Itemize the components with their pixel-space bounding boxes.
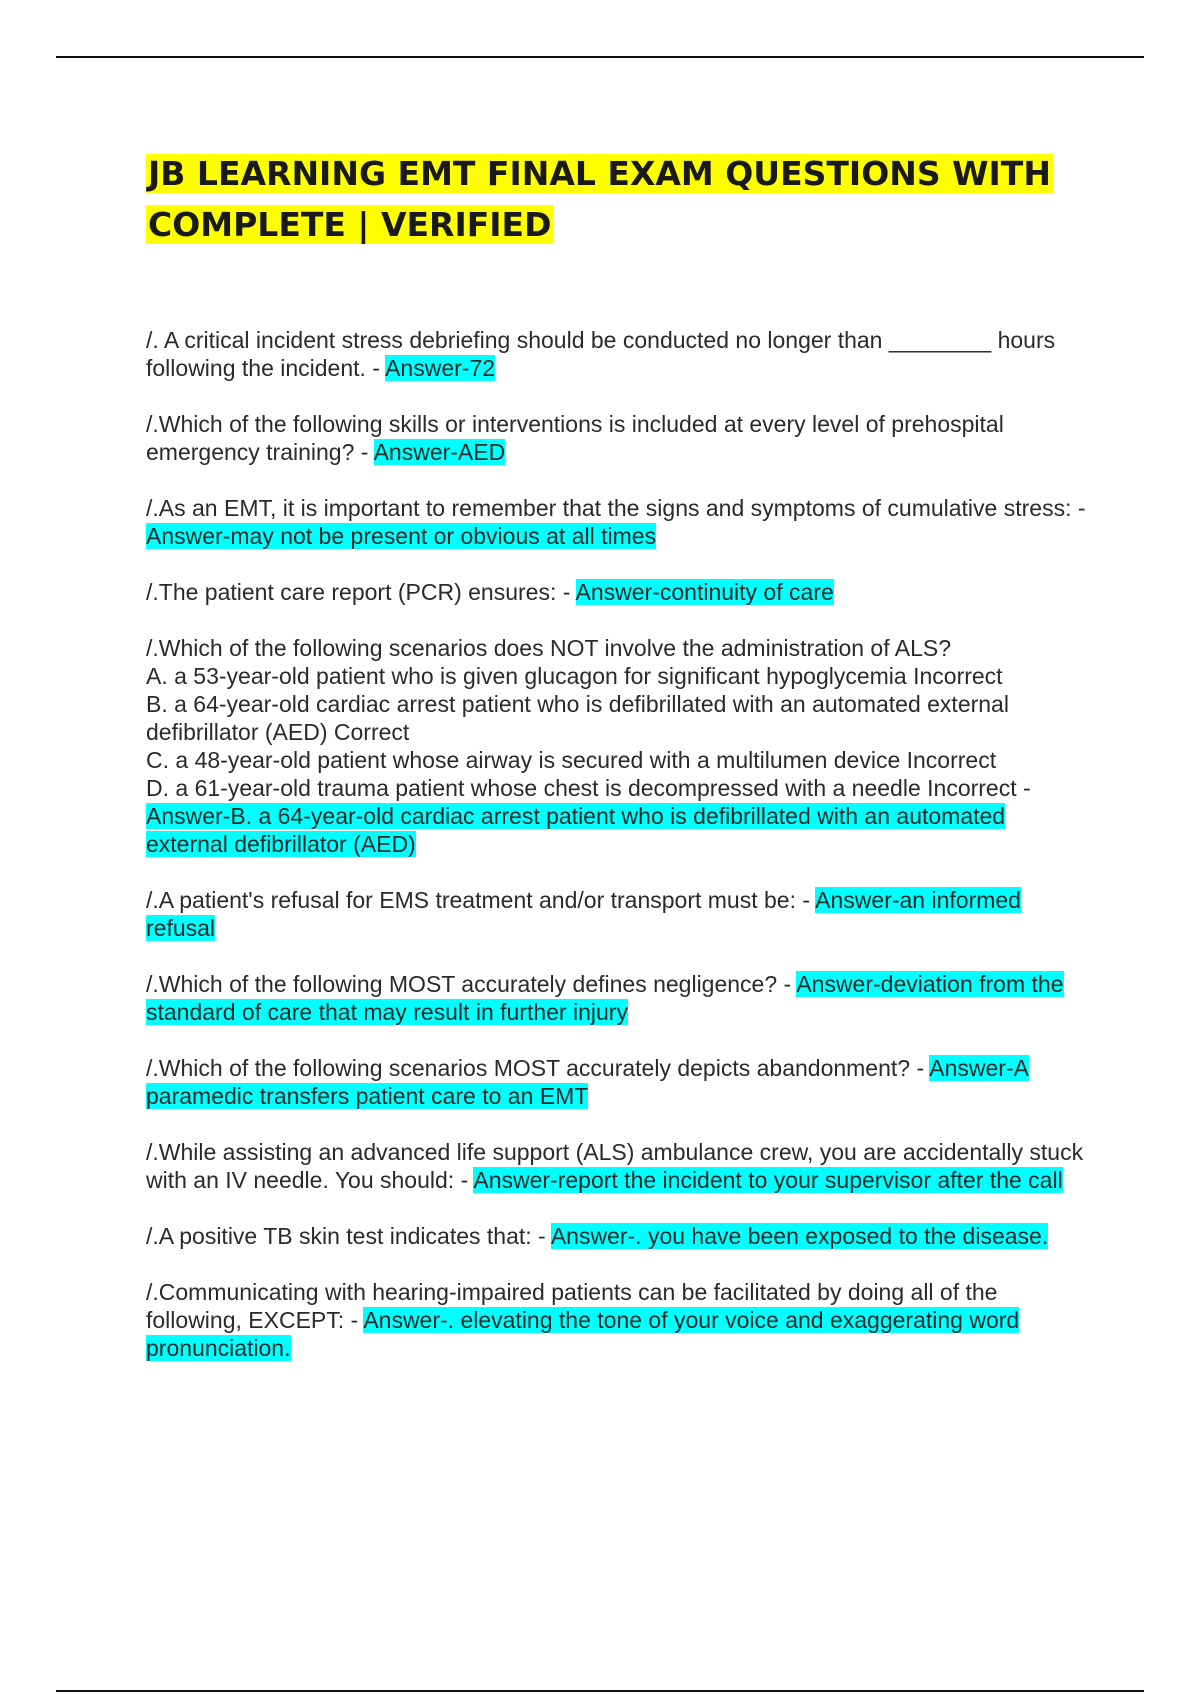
qa-item-3 — [146, 494, 1086, 550]
qa-item-2 — [146, 410, 1086, 466]
question-text: /.The patient care report (PCR) ensures: - — [146, 579, 576, 605]
qa-item-9 — [146, 1138, 1086, 1194]
question-text: /.Which of the following skills or interventions is included at every level of prehospital emergency training? - — [146, 411, 1004, 465]
question-text: /.As an EMT, it is important to remember that the signs and symptoms of cumulative stress: - — [146, 495, 1086, 521]
answer-text: Answer-an informed refusal — [146, 887, 1021, 941]
document-title-text: JB LEARNING EMT FINAL EXAM QUESTIONS WITH COMPLETE | VERIFIED — [148, 154, 1051, 244]
qa-item-4 — [146, 578, 1086, 606]
question-text: /.While assisting an advanced life support (ALS) ambulance crew, you are accidentally stuck with an IV needle. You should: - — [146, 1139, 1084, 1193]
answer-text: Answer-A paramedic transfers patient care to an EMT — [146, 1055, 1029, 1109]
answer-text: Answer-report the incident to your supervisor after the call — [473, 1167, 1063, 1193]
question-text: /. A critical incident stress debriefing should be conducted no longer than ________ hours following the incident. - — [146, 327, 1056, 381]
qa-item-8 — [146, 1054, 1086, 1110]
question-text: /.A positive TB skin test indicates that: - — [146, 1223, 551, 1249]
qa-item-11 — [146, 1278, 1086, 1362]
answer-text: Answer-deviation from the standard of care that may result in further injury — [146, 971, 1064, 1025]
answer-text: Answer-. elevating the tone of your voice and exaggerating word pronunciation. — [146, 1307, 1020, 1361]
question-text: /.A patient's refusal for EMS treatment and/or transport must be: - — [146, 887, 816, 913]
question-text: /.Which of the following MOST accurately defines negligence? - — [146, 971, 797, 997]
document-title — [146, 148, 1066, 250]
question-text: /.Which of the following scenarios MOST accurately depicts abandonment? - — [146, 1055, 930, 1081]
answer-text: Answer-AED — [373, 439, 506, 465]
question-text: /.Communicating with hearing-impaired patients can be facilitated by doing all of the following, EXCEPT: - — [146, 1279, 998, 1333]
qa-item-1 — [146, 326, 1086, 382]
question-text: /.Which of the following scenarios does NOT involve the administration of ALS? A. a 53-year-old patient who is given glucagon for significant hypoglycemia Incorrect B. a 64-year-old cardiac arrest patient who is defibrillated with an automated external defibrillator (AED) Correct C. a 48-year-old patient whose airway is secured with a multilumen device Incorrect D. a 61-year-old trauma patient whose chest is decompressed with a needle Incorrect - — [146, 635, 1031, 801]
answer-text: Answer-72 — [385, 355, 496, 381]
qa-item-10 — [146, 1222, 1086, 1250]
header-rule — [56, 56, 1144, 58]
question-list — [146, 326, 1086, 1390]
qa-item-6 — [146, 886, 1086, 942]
footer-rule — [56, 1690, 1144, 1692]
answer-text: Answer-. you have been exposed to the disease. — [550, 1223, 1049, 1249]
answer-text: Answer-continuity of care — [575, 579, 834, 605]
answer-text: Answer-B. a 64-year-old cardiac arrest patient who is defibrillated with an automated external defibrillator (AED) — [146, 803, 1006, 857]
qa-item-7 — [146, 970, 1086, 1026]
answer-text: Answer-may not be present or obvious at all times — [146, 523, 657, 549]
qa-item-5 — [146, 634, 1086, 858]
